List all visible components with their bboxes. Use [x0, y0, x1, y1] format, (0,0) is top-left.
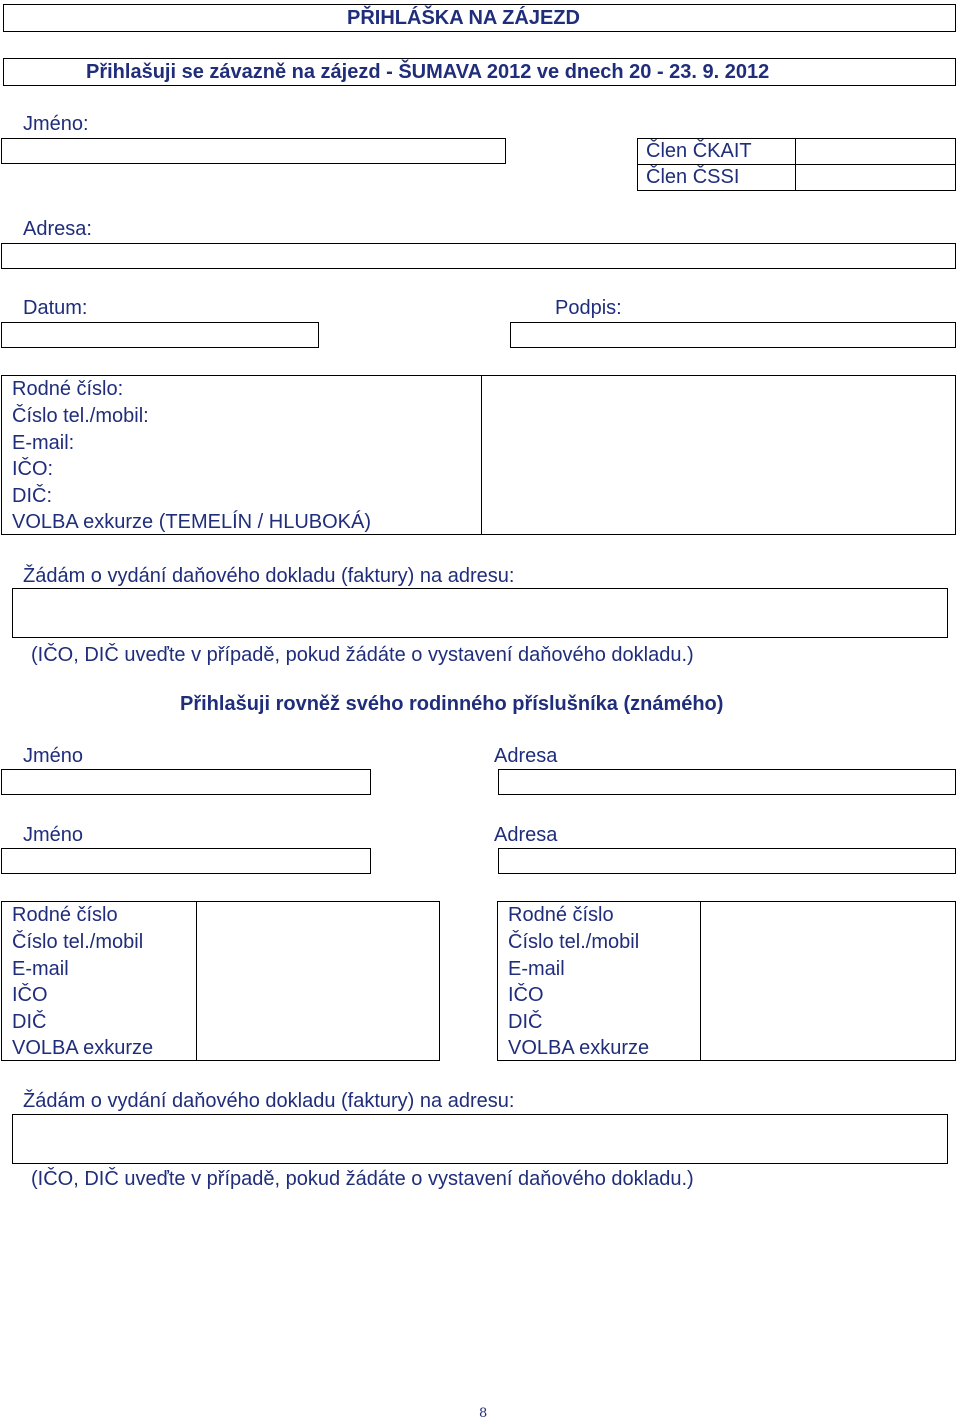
name-field[interactable] — [1, 138, 506, 164]
email-label: E-mail: — [12, 432, 75, 454]
date-field[interactable] — [1, 322, 319, 348]
dic-label: DIČ: — [12, 485, 52, 507]
family2-name-field[interactable] — [1, 848, 371, 874]
birth-number-label: Rodné číslo: — [12, 378, 124, 400]
family2-details-values[interactable] — [700, 901, 956, 1061]
family1-phone-label: Číslo tel./mobil — [12, 931, 144, 953]
excursion-choice-label: VOLBA exkurze (TEMELÍN / HLUBOKÁ) — [12, 511, 371, 533]
family1-name-field[interactable] — [1, 769, 371, 795]
family-invoice-note: (IČO, DIČ uveďte v případě, pokud žádáte o vystavení daňového dokladu.) — [31, 1168, 694, 1190]
trip-subtitle: Přihlašuji se závazně na zájezd - ŠUMAVA 2012 ve dnech 20 - 23. 9. 2012 — [86, 61, 770, 83]
member-ckait-checkbox[interactable] — [795, 138, 956, 165]
family2-excursion-label: VOLBA exkurze — [508, 1037, 650, 1059]
ico-label: IČO: — [12, 458, 54, 480]
family2-email-label: E-mail — [508, 958, 565, 980]
member-cssi-checkbox[interactable] — [795, 164, 956, 191]
family-invoice-address-field[interactable] — [12, 1114, 948, 1164]
invoice-address-field[interactable] — [12, 588, 948, 638]
date-label: Datum: — [23, 297, 88, 319]
family2-birth-number-label: Rodné číslo — [508, 904, 614, 926]
family1-ico-label: IČO — [12, 984, 48, 1006]
family1-address-field[interactable] — [498, 769, 956, 795]
family2-name-label: Jméno — [23, 824, 84, 846]
invoice-request-label: Žádám o vydání daňového dokladu (faktury) na adresu: — [23, 565, 515, 587]
address-label: Adresa: — [23, 218, 92, 240]
family1-excursion-label: VOLBA exkurze — [12, 1037, 154, 1059]
signature-label: Podpis: — [555, 297, 622, 319]
member-ckait-label: Člen ČKAIT — [646, 140, 752, 162]
phone-label: Číslo tel./mobil: — [12, 405, 149, 427]
family2-address-field[interactable] — [498, 848, 956, 874]
member-cssi-label: Člen ČSSI — [646, 166, 740, 188]
family1-birth-number-label: Rodné číslo — [12, 904, 118, 926]
name-label: Jméno: — [23, 113, 89, 135]
family1-dic-label: DIČ — [12, 1011, 47, 1033]
family1-details-values[interactable] — [196, 901, 440, 1061]
family2-address-label: Adresa — [494, 824, 558, 846]
family2-phone-label: Číslo tel./mobil — [508, 931, 640, 953]
family1-name-label: Jméno — [23, 745, 84, 767]
family-heading: Přihlašuji rovněž svého rodinného příslušníka (známého) — [180, 693, 724, 715]
page-number: 8 — [479, 1406, 488, 1421]
form-title: PŘIHLÁŠKA NA ZÁJEZD — [347, 7, 580, 29]
family1-address-label: Adresa — [494, 745, 558, 767]
address-field[interactable] — [1, 243, 956, 269]
family2-dic-label: DIČ — [508, 1011, 543, 1033]
applicant-details-values[interactable] — [481, 375, 956, 535]
family2-ico-label: IČO — [508, 984, 544, 1006]
family-invoice-request-label: Žádám o vydání daňového dokladu (faktury) na adresu: — [23, 1090, 515, 1112]
signature-field[interactable] — [510, 322, 956, 348]
invoice-note: (IČO, DIČ uveďte v případě, pokud žádáte o vystavení daňového dokladu.) — [31, 644, 694, 666]
family1-email-label: E-mail — [12, 958, 69, 980]
